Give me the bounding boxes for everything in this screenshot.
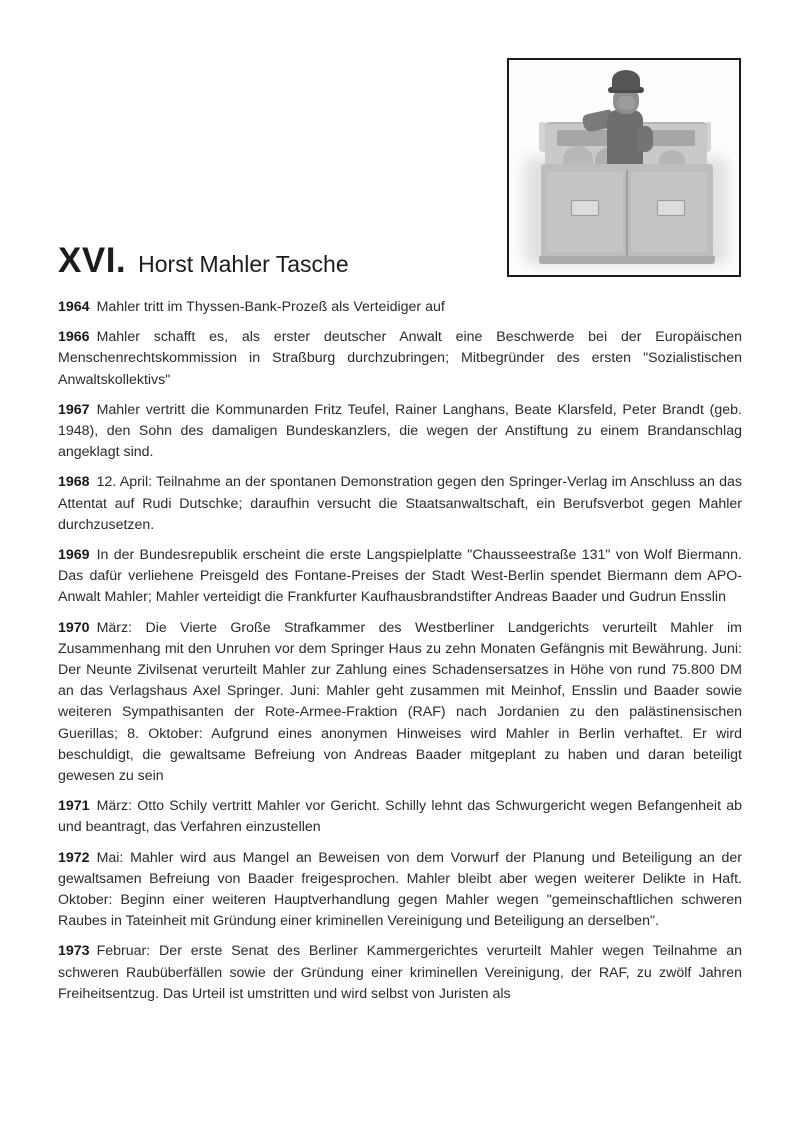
chronology-entry (58, 400, 742, 464)
chronology-entry (58, 848, 742, 933)
chronology-entry (58, 941, 742, 1005)
entry-year: 1964 (58, 299, 90, 315)
page-title (58, 243, 349, 278)
chronology-entry (58, 796, 742, 838)
chronology-entry (58, 545, 742, 609)
puppet-pointed-hat (612, 70, 640, 90)
entry-year: 1968 (58, 474, 90, 491)
entry-year: 1969 (58, 547, 90, 564)
chronology-entry (58, 472, 742, 536)
entry-text: 12. April: Teilnahme an der spontanen Demonstration gegen den Springer-Verlag im Anschluss an das Attentat auf Rudi Dutschke; daraufhin versucht die Staatsanwaltschaft, ein Berufsverbot gegen Mahler durchzusetzen. (58, 474, 742, 533)
entry-text: März: Otto Schily vertritt Mahler vor Gericht. Schilly lehnt das Schwurgericht wegen Befangenheit ab und beantragt, das Verfahren einzustellen (58, 798, 742, 836)
entry-text: In der Bundesrepublik erscheint die erste Langspielplatte "Chausseestraße 131" von Wolf Biermann. Das dafür verliehene Preisgeld des Fontane-Preises der Stadt West-Berlin spendet Biermann dem APO-Anwalt Mahler; Mahler verteidigt die Frankfurter Kaufhausbrandstifter Andreas Baader und Gudrun Ensslin (58, 547, 742, 606)
entry-text: Mai: Mahler wird aus Mangel an Beweisen von dem Vorwurf der Planung und Beteiligung an der gewaltsamen Befreiung von Baader freigesprochen. Mahler bleibt aber wegen weiterer Delikte in Haft. Oktober: Beginn einer weiteren Hauptverhandlung gegen Mahler wegen "gemeinschaftlichen schweren Raubes in Tateinheit mit Gründung einer kriminellen Vereinigung und Beteiligung an derselben". (58, 849, 742, 930)
entry-text: Mahler tritt im Thyssen-Bank-Prozeß als Verteidiger auf (96, 299, 445, 315)
puppet-face (617, 96, 635, 110)
bag-clasp-right (657, 200, 685, 216)
bag-base (539, 256, 715, 264)
entry-text: Mahler schafft es, als erster deutscher Anwalt eine Beschwerde bei der Europäischen Menschenrechtskommission in Straßburg durchzubringen; Mitbegründer des ersten "Sozialistischen Anwaltskollektivs" (58, 329, 742, 388)
chronology-entry (58, 618, 742, 788)
entry-year: 1966 (58, 329, 90, 346)
photo-frame (507, 58, 741, 277)
chapter-subject: Horst Mahler Tasche (138, 251, 349, 277)
entry-year: 1967 (58, 401, 90, 418)
entry-year: 1973 (58, 943, 90, 960)
entry-text: Mahler vertritt die Kommunarden Fritz Teufel, Rainer Langhans, Beate Klarsfeld, Peter Brandt (geb. 1948), den Sohn des damaligen Bundeskanzlers, die wegen der Anstiftung zu einem Brandanschlag angeklagt sind. (58, 401, 742, 461)
entry-year: 1970 (58, 619, 90, 636)
chronology-entry (58, 327, 742, 391)
entry-year: 1971 (58, 798, 90, 815)
chronology-entry (58, 297, 742, 318)
entry-text: März: Die Vierte Große Strafkammer des Westberliner Landgerichts verurteilt Mahler im Zusammenhang mit den Unruhen vor dem Springer Haus zu zehn Monaten Gefängnis mit Bewährung. Juni: Der Neunte Zivilsenat verurteilt Mahler zur Zahlung eines Schadensersatzes in Höhe von rund 75.800 DM an das Verlagshaus Axel Springer. Juni: Mahler geht zusammen mit Meinhof, Ensslin und Baader sowie weiteren Sympathisanten der Rote-Armee-Fraktion (RAF) nach Jordanien zu den palästinensischen Guerillas; 8. Oktober: Aufgrund eines anonymen Hinweises wird Mahler in Berlin verhaftet. Er wird beschuldigt, die gewaltsame Befreiung von Andreas Baader mitgeplant zu haben und daran beteiligt gewesen zu sein (58, 619, 742, 785)
chronology-list (58, 297, 742, 1014)
bag-center-seam (626, 170, 628, 256)
chapter-numeral: XVI. (58, 241, 127, 280)
photograph-satchel-with-puppet (509, 60, 739, 275)
puppet-right-arm (637, 126, 653, 152)
entry-year: 1972 (58, 849, 90, 866)
entry-text: Februar: Der erste Senat des Berliner Kammergerichtes verurteilt Mahler wegen Teilnahme an schweren Raubüberfällen sowie der Gründung einer kriminellen Vereinigung, der RAF, zu zwölf Jahren Freiheitsentzug. Das Urteil ist umstritten und wird selbst von Juristen als (58, 943, 742, 1002)
bag-clasp-left (571, 200, 599, 216)
